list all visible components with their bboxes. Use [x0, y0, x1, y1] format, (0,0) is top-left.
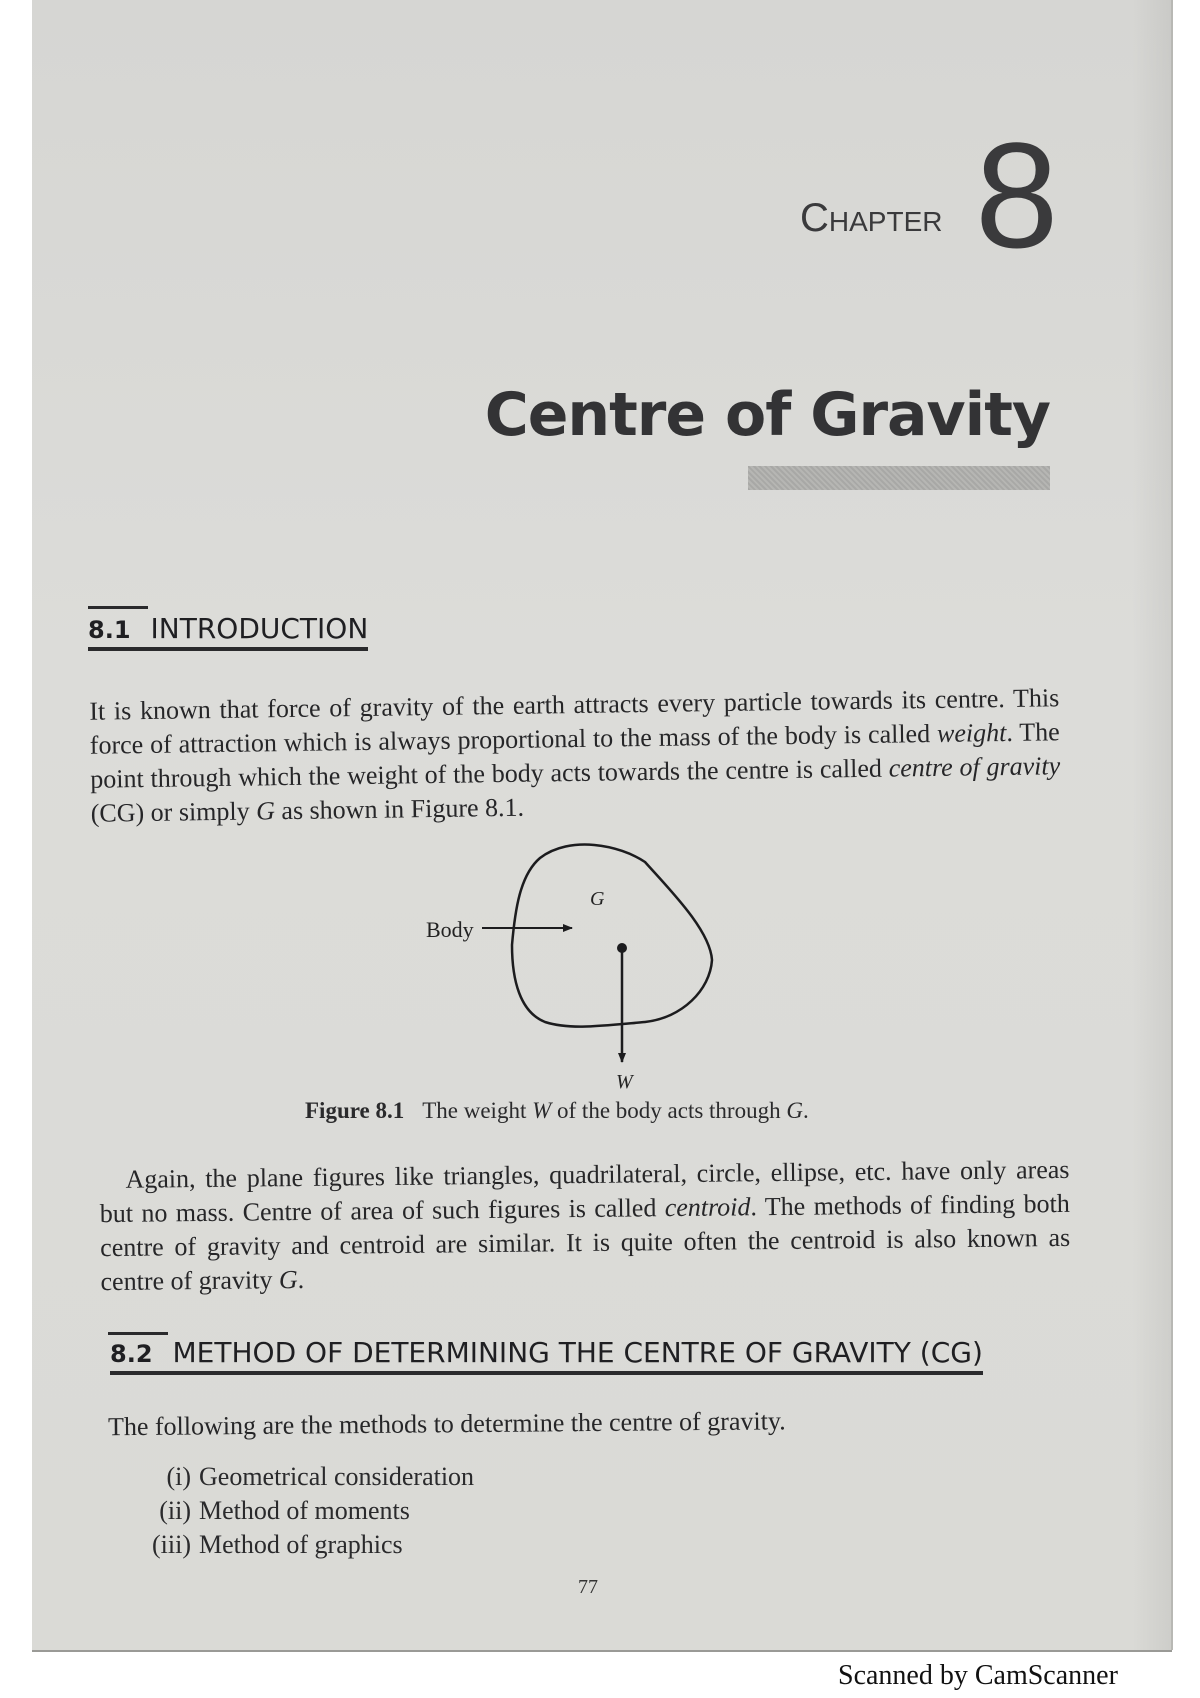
text-run: W	[532, 1098, 552, 1123]
section-title: INTRODUCTION	[150, 612, 369, 645]
text-run: centre of gravity	[888, 751, 1061, 783]
figure-caption	[305, 1098, 809, 1124]
section-number: 8.1	[88, 616, 131, 644]
page-edge	[1171, 0, 1173, 1650]
text-run: It is known that force of gravity of the earth attracts every particle towards its centre. This force of attraction which is always proportional to the mass of the body is called	[89, 683, 1060, 760]
text-run: . The methods of finding both centre of gravity and centroid are similar. It is quite often the centroid is also known as centre of gravity	[100, 1188, 1071, 1297]
text-run: .	[297, 1264, 305, 1295]
list-marker: (iii)	[152, 1530, 191, 1559]
list-text: Geometrical consideration	[199, 1462, 475, 1491]
w-label: W	[616, 1071, 633, 1093]
chapter-title: Centre of Gravity	[484, 380, 1050, 450]
section-overbar	[88, 606, 148, 609]
intro-paragraph	[89, 681, 1061, 831]
list-marker: (i)	[166, 1462, 191, 1491]
g-label: G	[590, 888, 605, 910]
chapter-number: 8	[975, 111, 1059, 279]
list-item	[145, 1494, 474, 1528]
text-run: of the body acts through	[551, 1098, 787, 1123]
methods-list	[145, 1460, 474, 1562]
centroid-paragraph	[99, 1153, 1070, 1299]
page-number: 77	[578, 1576, 598, 1598]
section-number: 8.2	[110, 1340, 153, 1368]
list-item	[145, 1460, 474, 1494]
chapter-word: Chapter	[800, 196, 943, 240]
methods-intro: The following are the methods to determine the centre of gravity.	[107, 1406, 786, 1442]
scanner-watermark: Scanned by CamScanner	[838, 1660, 1118, 1691]
figure-label: Figure 8.1	[305, 1098, 405, 1123]
section-overbar	[108, 1332, 168, 1335]
text-run: The weight	[422, 1098, 533, 1123]
text-run: Again, the plane figures like triangles, quadrilateral, circle, ellipse, etc. have only areas but no mass. Centre of area of such figures is called	[99, 1154, 1070, 1229]
list-text: Method of graphics	[199, 1530, 403, 1559]
list-marker: (ii)	[159, 1496, 191, 1525]
section-title: METHOD OF DETERMINING THE CENTRE OF GRAVITY (CG)	[172, 1336, 983, 1369]
figure-8-1	[420, 840, 740, 1100]
text-run: G	[255, 796, 276, 826]
section-heading-8-2	[110, 1336, 983, 1375]
text-run: . The point through which the weight of the body acts towards the centre is called	[90, 717, 1060, 794]
list-text: Method of moments	[199, 1496, 410, 1525]
text-run: G	[278, 1265, 298, 1295]
text-run: as shown in Figure 8.1.	[274, 792, 525, 826]
text-run: (CG) or simply	[90, 796, 257, 828]
page-bottom-edge	[32, 1650, 1172, 1652]
title-decoration-bar	[748, 466, 1050, 490]
text-run: centroid	[664, 1192, 751, 1223]
section-heading-8-1	[88, 612, 368, 651]
text-run: .	[802, 1098, 809, 1123]
body-label: Body	[426, 917, 474, 942]
text-run: weight	[936, 717, 1007, 748]
body-outline	[512, 845, 712, 1027]
text-run: G	[786, 1098, 803, 1123]
list-item	[145, 1528, 474, 1562]
